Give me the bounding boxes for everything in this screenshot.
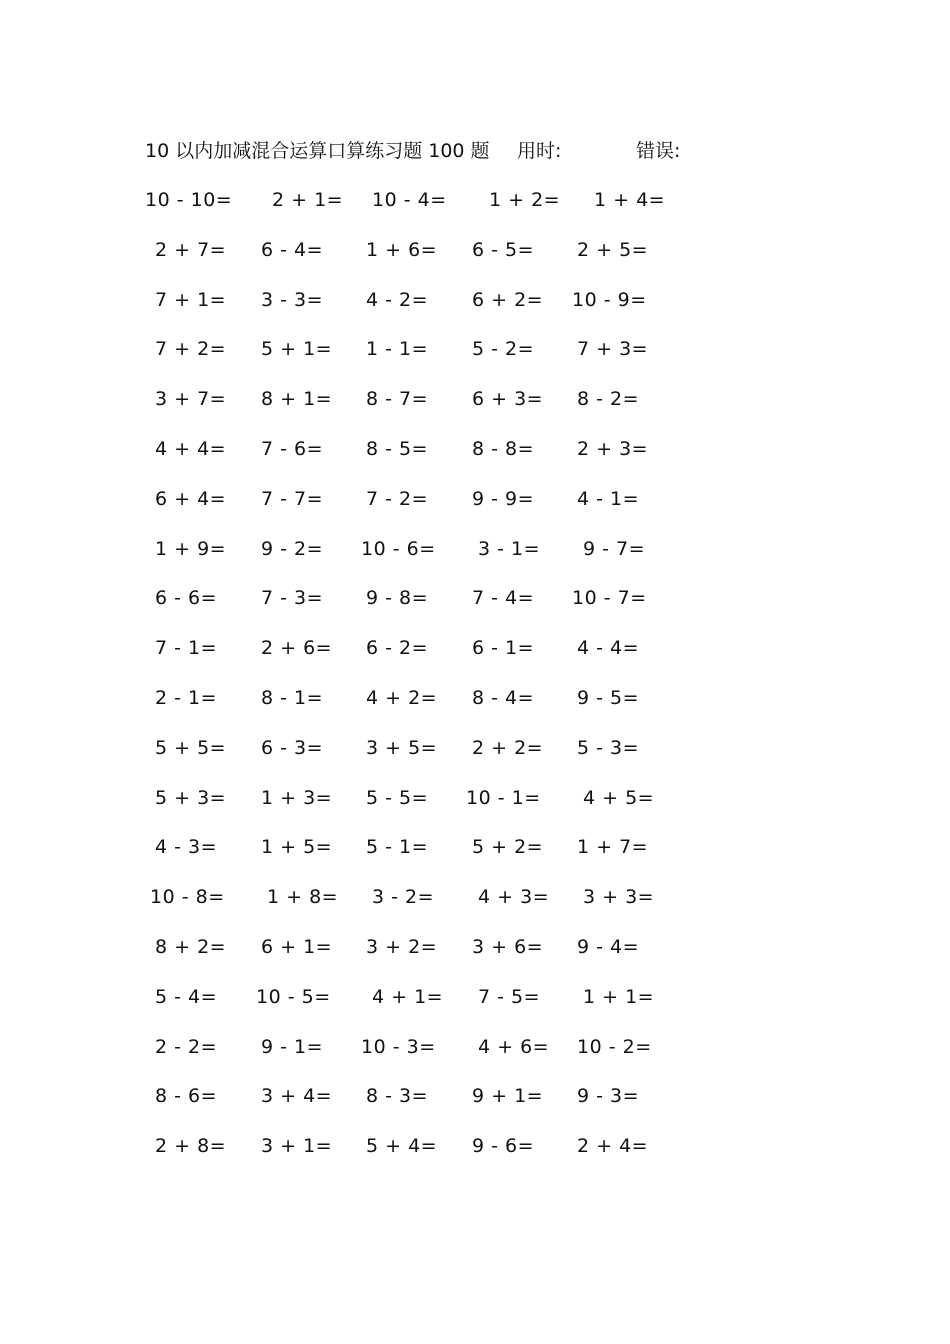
problem-item: 7 - 2= (366, 487, 429, 510)
problem-item: 9 - 4= (577, 936, 640, 958)
problem-item: 5 - 5= (366, 786, 429, 809)
problem-item: 8 - 2= (577, 388, 640, 411)
problem-item: 1 + 6= (366, 238, 438, 261)
problem-item: 2 + 6= (261, 637, 333, 660)
problem-item: 5 + 4= (366, 1135, 438, 1158)
problem-item: 5 + 3= (155, 786, 227, 809)
problem-item: 5 - 4= (155, 985, 218, 1008)
problem-item: 2 + 1= (272, 189, 344, 211)
problem-item: 2 - 1= (155, 687, 218, 709)
problem-item: 10 - 8= (150, 886, 225, 909)
problem-item: 10 - 1= (466, 786, 541, 809)
problem-item: 10 - 6= (361, 537, 436, 560)
problem-item: 4 + 3= (478, 886, 550, 909)
problem-item: 6 - 2= (366, 637, 429, 660)
problem-item: 7 - 1= (155, 637, 218, 660)
problem-item: 1 + 4= (594, 189, 666, 211)
problem-item: 2 + 7= (155, 238, 227, 261)
problem-item: 1 + 1= (583, 985, 655, 1008)
problem-item: 3 - 3= (261, 288, 324, 311)
problem-item: 9 - 7= (583, 537, 646, 560)
problem-item: 4 - 4= (577, 637, 640, 660)
problem-item: 9 - 9= (472, 487, 535, 510)
problem-item: 3 + 1= (261, 1135, 333, 1158)
problem-item: 6 - 4= (261, 238, 324, 261)
problem-item: 5 - 3= (577, 736, 640, 759)
problem-item: 10 - 3= (361, 1035, 436, 1058)
problem-item: 1 + 2= (489, 189, 561, 211)
problem-item: 8 - 6= (155, 1085, 218, 1108)
problem-item: 9 - 5= (577, 687, 640, 709)
problem-item: 5 + 2= (472, 836, 544, 859)
problem-item: 8 + 2= (155, 936, 227, 958)
problem-item: 5 + 1= (261, 338, 333, 361)
problem-item: 7 - 5= (478, 985, 541, 1008)
problem-item: 9 - 1= (261, 1035, 324, 1058)
problem-item: 5 + 5= (155, 736, 227, 759)
problem-item: 10 - 9= (572, 288, 647, 311)
problem-item: 6 - 3= (261, 736, 324, 759)
problem-item: 1 + 7= (577, 836, 649, 859)
problem-item: 4 + 5= (583, 786, 655, 809)
problem-item: 10 - 10= (145, 189, 233, 211)
problem-item: 6 + 4= (155, 487, 227, 510)
problem-item: 10 - 4= (372, 189, 447, 211)
problem-item: 1 - 1= (366, 338, 429, 361)
problem-item: 3 + 5= (366, 736, 438, 759)
problem-item: 7 - 7= (261, 487, 324, 510)
problem-item: 6 + 1= (261, 936, 333, 958)
problem-item: 10 - 2= (577, 1035, 652, 1058)
problem-item: 4 + 6= (478, 1035, 550, 1058)
problem-item: 10 - 7= (572, 587, 647, 610)
problem-item: 2 - 2= (155, 1035, 218, 1058)
problem-item: 8 - 8= (472, 438, 535, 460)
problem-item: 3 - 2= (372, 886, 435, 909)
problem-item: 8 + 1= (261, 388, 333, 411)
problem-item: 1 + 3= (261, 786, 333, 809)
problem-item: 7 + 3= (577, 338, 649, 361)
problem-item: 2 + 4= (577, 1135, 649, 1158)
problem-item: 6 - 6= (155, 587, 218, 610)
problem-item: 5 - 1= (366, 836, 429, 859)
problem-item: 2 + 8= (155, 1135, 227, 1158)
problem-item: 9 - 3= (577, 1085, 640, 1108)
problem-item: 2 + 3= (577, 438, 649, 460)
time-label: 用时: (517, 140, 562, 162)
problem-item: 5 - 2= (472, 338, 535, 361)
problem-item: 6 - 5= (472, 238, 535, 261)
problem-item: 2 + 5= (577, 238, 649, 261)
problem-item: 7 - 3= (261, 587, 324, 610)
problem-item: 4 + 2= (366, 687, 438, 709)
problem-item: 3 + 4= (261, 1085, 333, 1108)
problem-item: 1 + 5= (261, 836, 333, 859)
problem-item: 9 - 6= (472, 1135, 535, 1158)
problem-item: 4 - 1= (577, 487, 640, 510)
problem-item: 2 + 2= (472, 736, 544, 759)
problem-item: 3 + 7= (155, 388, 227, 411)
problem-item: 9 - 2= (261, 537, 324, 560)
problem-item: 7 - 4= (472, 587, 535, 610)
problem-item: 3 + 3= (583, 886, 655, 909)
problem-item: 7 + 1= (155, 288, 227, 311)
problem-item: 8 - 4= (472, 687, 535, 709)
problem-item: 3 - 1= (478, 537, 541, 560)
problem-item: 1 + 8= (267, 886, 339, 909)
error-label: 错误: (636, 140, 681, 162)
problem-item: 8 - 7= (366, 388, 429, 411)
problem-item: 4 + 1= (372, 985, 444, 1008)
page-title: 10 以内加减混合运算口算练习题 100 题 (145, 140, 490, 162)
problem-item: 9 + 1= (472, 1085, 544, 1108)
problem-item: 7 - 6= (261, 438, 324, 460)
problem-item: 6 + 3= (472, 388, 544, 411)
problem-item: 7 + 2= (155, 338, 227, 361)
problem-item: 3 + 2= (366, 936, 438, 958)
problem-item: 9 - 8= (366, 587, 429, 610)
problem-item: 10 - 5= (256, 985, 331, 1008)
problem-item: 4 + 4= (155, 438, 227, 460)
problem-item: 6 - 1= (472, 637, 535, 660)
problem-item: 8 - 5= (366, 438, 429, 460)
problem-item: 4 - 3= (155, 836, 218, 859)
problem-item: 4 - 2= (366, 288, 429, 311)
problem-item: 3 + 6= (472, 936, 544, 958)
problem-item: 1 + 9= (155, 537, 227, 560)
problem-item: 8 - 1= (261, 687, 324, 709)
problem-item: 8 - 3= (366, 1085, 429, 1108)
problem-item: 6 + 2= (472, 288, 544, 311)
